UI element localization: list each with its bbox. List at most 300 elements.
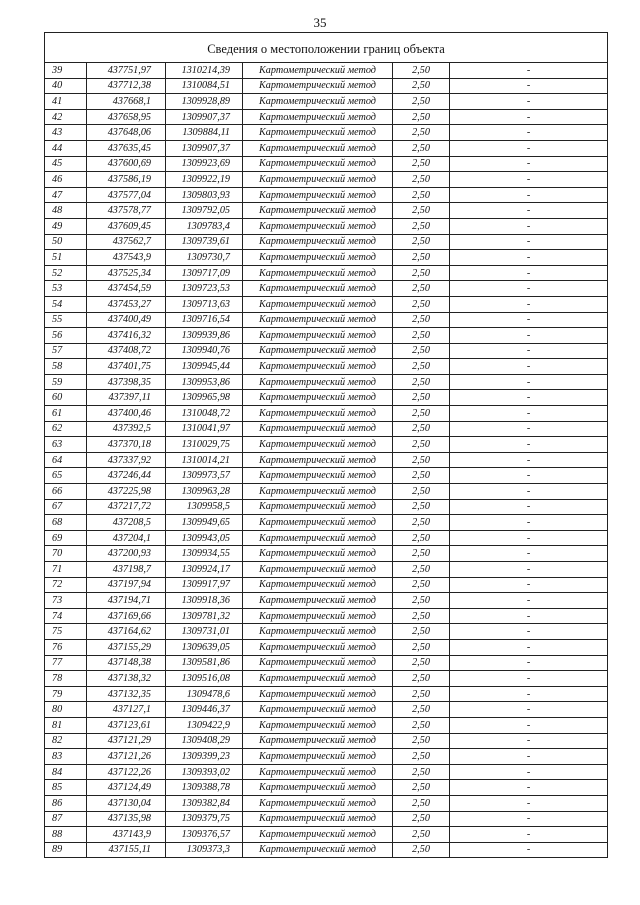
y-coordinate-cell: 1309803,93 [166,187,243,203]
method-cell: Картометрический метод [243,702,393,718]
accuracy-cell: 2,50 [393,312,450,328]
method-cell: Картометрический метод [243,374,393,390]
point-number-cell: 73 [45,593,87,609]
x-coordinate-cell: 437198,7 [87,562,166,578]
description-cell: - [450,484,608,500]
accuracy-cell: 2,50 [393,172,450,188]
x-coordinate-cell: 437204,1 [87,530,166,546]
description-cell: - [450,671,608,687]
point-number-cell: 89 [45,842,87,858]
description-cell: - [450,218,608,234]
y-coordinate-cell: 1309973,57 [166,468,243,484]
table-row [45,515,608,531]
y-coordinate-cell: 1309730,7 [166,250,243,266]
method-cell: Картометрический метод [243,499,393,515]
x-coordinate-cell: 437123,61 [87,717,166,733]
accuracy-cell: 2,50 [393,795,450,811]
point-number-cell: 59 [45,374,87,390]
table-row [45,749,608,765]
description-cell: - [450,390,608,406]
table-row [45,125,608,141]
method-cell: Картометрический метод [243,530,393,546]
boundary-coordinates-table [44,32,608,858]
method-cell: Картометрический метод [243,406,393,422]
x-coordinate-cell: 437143,9 [87,827,166,843]
method-cell: Картометрический метод [243,359,393,375]
accuracy-cell: 2,50 [393,452,450,468]
method-cell: Картометрический метод [243,827,393,843]
description-cell: - [450,421,608,437]
description-cell: - [450,125,608,141]
x-coordinate-cell: 437525,34 [87,265,166,281]
x-coordinate-cell: 437562,7 [87,234,166,250]
table-row [45,639,608,655]
x-coordinate-cell: 437246,44 [87,468,166,484]
x-coordinate-cell: 437751,97 [87,63,166,79]
point-number-cell: 58 [45,359,87,375]
method-cell: Картометрический метод [243,296,393,312]
point-number-cell: 69 [45,530,87,546]
accuracy-cell: 2,50 [393,749,450,765]
accuracy-cell: 2,50 [393,686,450,702]
x-coordinate-cell: 437635,45 [87,140,166,156]
accuracy-cell: 2,50 [393,499,450,515]
table-row [45,671,608,687]
x-coordinate-cell: 437208,5 [87,515,166,531]
x-coordinate-cell: 437578,77 [87,203,166,219]
y-coordinate-cell: 1309928,89 [166,94,243,110]
description-cell: - [450,593,608,609]
accuracy-cell: 2,50 [393,78,450,94]
accuracy-cell: 2,50 [393,390,450,406]
y-coordinate-cell: 1309783,4 [166,218,243,234]
x-coordinate-cell: 437400,46 [87,406,166,422]
description-cell: - [450,749,608,765]
point-number-cell: 57 [45,343,87,359]
accuracy-cell: 2,50 [393,577,450,593]
y-coordinate-cell: 1310214,39 [166,63,243,79]
y-coordinate-cell: 1309945,44 [166,359,243,375]
y-coordinate-cell: 1309388,78 [166,780,243,796]
accuracy-cell: 2,50 [393,515,450,531]
accuracy-cell: 2,50 [393,437,450,453]
x-coordinate-cell: 437164,62 [87,624,166,640]
point-number-cell: 80 [45,702,87,718]
point-number-cell: 64 [45,452,87,468]
accuracy-cell: 2,50 [393,608,450,624]
point-number-cell: 65 [45,468,87,484]
x-coordinate-cell: 437712,38 [87,78,166,94]
y-coordinate-cell: 1309939,86 [166,328,243,344]
x-coordinate-cell: 437155,29 [87,639,166,655]
table-row [45,343,608,359]
description-cell: - [450,140,608,156]
y-coordinate-cell: 1309399,23 [166,749,243,765]
table-row [45,359,608,375]
y-coordinate-cell: 1309717,09 [166,265,243,281]
x-coordinate-cell: 437577,04 [87,187,166,203]
x-coordinate-cell: 437648,06 [87,125,166,141]
method-cell: Картометрический метод [243,172,393,188]
description-cell: - [450,296,608,312]
description-cell: - [450,63,608,79]
table-row [45,827,608,843]
accuracy-cell: 2,50 [393,717,450,733]
method-cell: Картометрический метод [243,125,393,141]
point-number-cell: 70 [45,546,87,562]
table-row [45,187,608,203]
y-coordinate-cell: 1309907,37 [166,140,243,156]
table-row [45,499,608,515]
accuracy-cell: 2,50 [393,218,450,234]
accuracy-cell: 2,50 [393,546,450,562]
point-number-cell: 49 [45,218,87,234]
accuracy-cell: 2,50 [393,780,450,796]
table-row [45,468,608,484]
y-coordinate-cell: 1309917,97 [166,577,243,593]
point-number-cell: 76 [45,639,87,655]
point-number-cell: 77 [45,655,87,671]
table-row [45,764,608,780]
description-cell: - [450,608,608,624]
table-row [45,109,608,125]
y-coordinate-cell: 1309408,29 [166,733,243,749]
table-row [45,624,608,640]
table-row [45,218,608,234]
y-coordinate-cell: 1309963,28 [166,484,243,500]
description-cell: - [450,499,608,515]
method-cell: Картометрический метод [243,312,393,328]
y-coordinate-cell: 1309949,65 [166,515,243,531]
table-row [45,795,608,811]
x-coordinate-cell: 437217,72 [87,499,166,515]
description-cell: - [450,437,608,453]
point-number-cell: 44 [45,140,87,156]
y-coordinate-cell: 1310041,97 [166,421,243,437]
description-cell: - [450,827,608,843]
table-row [45,234,608,250]
method-cell: Картометрический метод [243,203,393,219]
description-cell: - [450,780,608,796]
accuracy-cell: 2,50 [393,624,450,640]
method-cell: Картометрический метод [243,250,393,266]
page-number: 35 [313,15,327,30]
method-cell: Картометрический метод [243,842,393,858]
method-cell: Картометрический метод [243,328,393,344]
table-row [45,265,608,281]
point-number-cell: 40 [45,78,87,94]
description-cell: - [450,187,608,203]
description-cell: - [450,359,608,375]
method-cell: Картометрический метод [243,265,393,281]
point-number-cell: 68 [45,515,87,531]
point-number-cell: 79 [45,686,87,702]
x-coordinate-cell: 437138,32 [87,671,166,687]
method-cell: Картометрический метод [243,421,393,437]
point-number-cell: 81 [45,717,87,733]
table-header-row [45,33,608,63]
y-coordinate-cell: 1309581,86 [166,655,243,671]
table-row [45,172,608,188]
accuracy-cell: 2,50 [393,406,450,422]
y-coordinate-cell: 1309792,05 [166,203,243,219]
point-number-cell: 60 [45,390,87,406]
accuracy-cell: 2,50 [393,842,450,858]
y-coordinate-cell: 1310048,72 [166,406,243,422]
accuracy-cell: 2,50 [393,468,450,484]
method-cell: Картометрический метод [243,546,393,562]
x-coordinate-cell: 437155,11 [87,842,166,858]
method-cell: Картометрический метод [243,218,393,234]
accuracy-cell: 2,50 [393,234,450,250]
table-row [45,296,608,312]
description-cell: - [450,702,608,718]
description-cell: - [450,515,608,531]
x-coordinate-cell: 437668,1 [87,94,166,110]
point-number-cell: 87 [45,811,87,827]
x-coordinate-cell: 437543,9 [87,250,166,266]
y-coordinate-cell: 1310084,51 [166,78,243,94]
method-cell: Картометрический метод [243,593,393,609]
y-coordinate-cell: 1309781,32 [166,608,243,624]
point-number-cell: 75 [45,624,87,640]
x-coordinate-cell: 437397,11 [87,390,166,406]
method-cell: Картометрический метод [243,671,393,687]
table-row [45,577,608,593]
description-cell: - [450,624,608,640]
y-coordinate-cell: 1309422,9 [166,717,243,733]
accuracy-cell: 2,50 [393,265,450,281]
point-number-cell: 52 [45,265,87,281]
x-coordinate-cell: 437200,93 [87,546,166,562]
y-coordinate-cell: 1309516,08 [166,671,243,687]
point-number-cell: 51 [45,250,87,266]
x-coordinate-cell: 437225,98 [87,484,166,500]
accuracy-cell: 2,50 [393,281,450,297]
description-cell: - [450,78,608,94]
y-coordinate-cell: 1309918,36 [166,593,243,609]
point-number-cell: 72 [45,577,87,593]
y-coordinate-cell: 1309953,86 [166,374,243,390]
y-coordinate-cell: 1309478,6 [166,686,243,702]
table-row [45,390,608,406]
method-cell: Картометрический метод [243,390,393,406]
method-cell: Картометрический метод [243,234,393,250]
table-row [45,281,608,297]
point-number-cell: 50 [45,234,87,250]
y-coordinate-cell: 1309393,02 [166,764,243,780]
point-number-cell: 42 [45,109,87,125]
description-cell: - [450,795,608,811]
method-cell: Картометрический метод [243,515,393,531]
y-coordinate-cell: 1309713,63 [166,296,243,312]
table-row [45,702,608,718]
accuracy-cell: 2,50 [393,359,450,375]
method-cell: Картометрический метод [243,655,393,671]
y-coordinate-cell: 1309923,69 [166,156,243,172]
point-number-cell: 61 [45,406,87,422]
x-coordinate-cell: 437454,59 [87,281,166,297]
accuracy-cell: 2,50 [393,484,450,500]
accuracy-cell: 2,50 [393,328,450,344]
y-coordinate-cell: 1309639,05 [166,639,243,655]
x-coordinate-cell: 437416,32 [87,328,166,344]
x-coordinate-cell: 437337,92 [87,452,166,468]
table-row [45,780,608,796]
accuracy-cell: 2,50 [393,63,450,79]
table-row [45,562,608,578]
table-header: Сведения о местоположении границ объекта [45,33,608,63]
x-coordinate-cell: 437400,49 [87,312,166,328]
table-row [45,437,608,453]
y-coordinate-cell: 1310029,75 [166,437,243,453]
accuracy-cell: 2,50 [393,140,450,156]
description-cell: - [450,343,608,359]
point-number-cell: 39 [45,63,87,79]
accuracy-cell: 2,50 [393,655,450,671]
method-cell: Картометрический метод [243,94,393,110]
y-coordinate-cell: 1309376,57 [166,827,243,843]
description-cell: - [450,639,608,655]
accuracy-cell: 2,50 [393,671,450,687]
description-cell: - [450,733,608,749]
description-cell: - [450,562,608,578]
description-cell: - [450,546,608,562]
point-number-cell: 43 [45,125,87,141]
table-row [45,593,608,609]
point-number-cell: 53 [45,281,87,297]
point-number-cell: 66 [45,484,87,500]
y-coordinate-cell: 1309907,37 [166,109,243,125]
y-coordinate-cell: 1309379,75 [166,811,243,827]
point-number-cell: 46 [45,172,87,188]
description-cell: - [450,156,608,172]
table-row [45,530,608,546]
point-number-cell: 84 [45,764,87,780]
method-cell: Картометрический метод [243,343,393,359]
x-coordinate-cell: 437398,35 [87,374,166,390]
accuracy-cell: 2,50 [393,250,450,266]
accuracy-cell: 2,50 [393,296,450,312]
x-coordinate-cell: 437132,35 [87,686,166,702]
x-coordinate-cell: 437586,19 [87,172,166,188]
table-row [45,546,608,562]
table-row [45,140,608,156]
x-coordinate-cell: 437392,5 [87,421,166,437]
x-coordinate-cell: 437370,18 [87,437,166,453]
table-row [45,250,608,266]
y-coordinate-cell: 1309940,76 [166,343,243,359]
description-cell: - [450,265,608,281]
method-cell: Картометрический метод [243,577,393,593]
description-cell: - [450,717,608,733]
y-coordinate-cell: 1309884,11 [166,125,243,141]
method-cell: Картометрический метод [243,749,393,765]
method-cell: Картометрический метод [243,78,393,94]
point-number-cell: 82 [45,733,87,749]
accuracy-cell: 2,50 [393,764,450,780]
point-number-cell: 41 [45,94,87,110]
point-number-cell: 88 [45,827,87,843]
accuracy-cell: 2,50 [393,187,450,203]
y-coordinate-cell: 1309943,05 [166,530,243,546]
accuracy-cell: 2,50 [393,702,450,718]
table-row [45,686,608,702]
description-cell: - [450,655,608,671]
description-cell: - [450,452,608,468]
accuracy-cell: 2,50 [393,811,450,827]
method-cell: Картометрический метод [243,764,393,780]
accuracy-cell: 2,50 [393,639,450,655]
accuracy-cell: 2,50 [393,109,450,125]
x-coordinate-cell: 437130,04 [87,795,166,811]
table-row [45,655,608,671]
method-cell: Картометрический метод [243,686,393,702]
point-number-cell: 55 [45,312,87,328]
description-cell: - [450,234,608,250]
method-cell: Картометрический метод [243,484,393,500]
table-row [45,608,608,624]
point-number-cell: 62 [45,421,87,437]
description-cell: - [450,468,608,484]
point-number-cell: 54 [45,296,87,312]
method-cell: Картометрический метод [243,608,393,624]
x-coordinate-cell: 437127,1 [87,702,166,718]
x-coordinate-cell: 437194,71 [87,593,166,609]
table-row [45,156,608,172]
x-coordinate-cell: 437408,72 [87,343,166,359]
x-coordinate-cell: 437121,26 [87,749,166,765]
y-coordinate-cell: 1309723,53 [166,281,243,297]
y-coordinate-cell: 1309382,84 [166,795,243,811]
method-cell: Картометрический метод [243,639,393,655]
point-number-cell: 47 [45,187,87,203]
y-coordinate-cell: 1309731,01 [166,624,243,640]
description-cell: - [450,577,608,593]
table-row [45,328,608,344]
y-coordinate-cell: 1309965,98 [166,390,243,406]
description-cell: - [450,686,608,702]
description-cell: - [450,811,608,827]
y-coordinate-cell: 1309958,5 [166,499,243,515]
y-coordinate-cell: 1309739,61 [166,234,243,250]
table-row [45,717,608,733]
x-coordinate-cell: 437148,38 [87,655,166,671]
method-cell: Картометрический метод [243,140,393,156]
point-number-cell: 45 [45,156,87,172]
y-coordinate-cell: 1310014,21 [166,452,243,468]
accuracy-cell: 2,50 [393,530,450,546]
point-number-cell: 48 [45,203,87,219]
table-row [45,733,608,749]
point-number-cell: 63 [45,437,87,453]
description-cell: - [450,94,608,110]
method-cell: Картометрический метод [243,733,393,749]
y-coordinate-cell: 1309446,37 [166,702,243,718]
description-cell: - [450,281,608,297]
y-coordinate-cell: 1309934,55 [166,546,243,562]
description-cell: - [450,312,608,328]
method-cell: Картометрический метод [243,562,393,578]
method-cell: Картометрический метод [243,780,393,796]
x-coordinate-cell: 437609,45 [87,218,166,234]
method-cell: Картометрический метод [243,624,393,640]
description-cell: - [450,203,608,219]
table-row [45,484,608,500]
description-cell: - [450,842,608,858]
accuracy-cell: 2,50 [393,562,450,578]
x-coordinate-cell: 437401,75 [87,359,166,375]
